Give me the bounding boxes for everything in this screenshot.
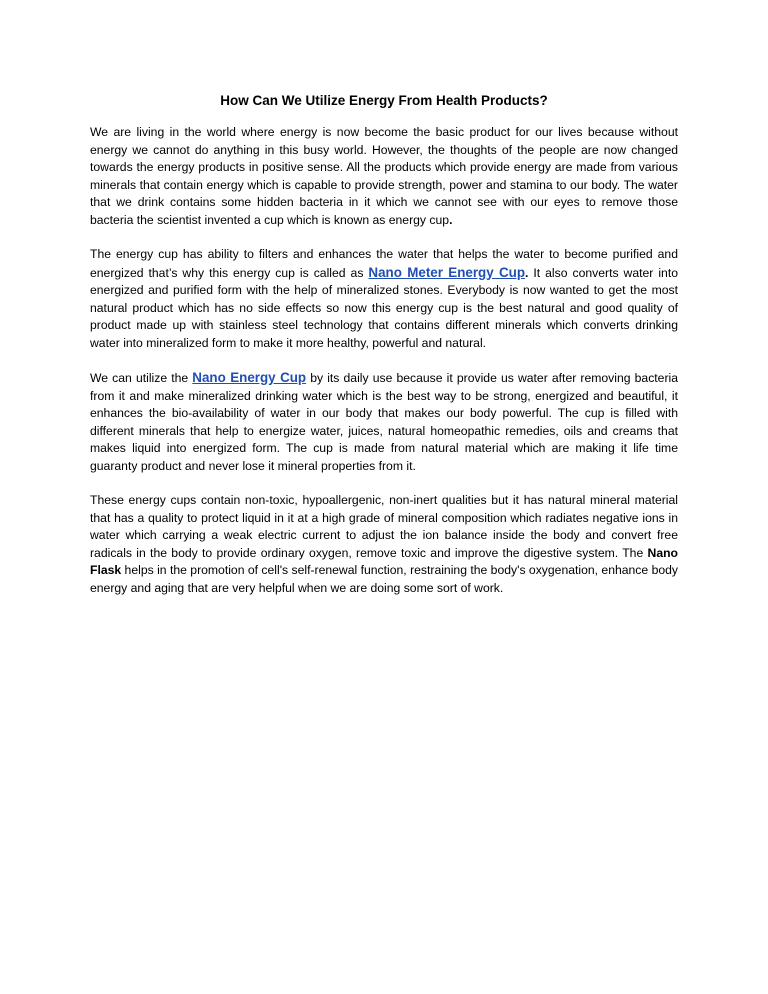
document-page <box>90 90 678 614</box>
paragraph-1-text: We are living in the world where energy is now become the basic product for our lives because without energy we cannot do anything in this busy world. However, the thoughts of the people are now changed towards the energy products in positive sense. All the products which provide energy are made from various minerals that contain energy which is capable to provide strength, power and stamina to our body. The water that we drink contains some hidden bacteria in it which we cannot see with our eyes to remove those bacteria the scientist invented a cup which is known as energy cup <box>90 125 678 227</box>
paragraph-4 <box>90 492 678 597</box>
paragraph-3-before: We can utilize the <box>90 371 193 385</box>
nano-energy-cup-link[interactable]: Nano Energy Cup <box>192 370 307 385</box>
paragraph-4-after: helps in the promotion of cell's self-renewal function, restraining the body's oxygenation, enhance body energy and aging that are very helpful when we are doing some sort of work. <box>90 563 678 595</box>
nano-meter-energy-cup-link[interactable]: Nano Meter Energy Cup <box>368 264 526 280</box>
paragraph-3-after: by its daily use because it provide us water after removing bacteria from it and make mineralized drinking water which is the best way to be strong, energized and beautiful, it enhances the bio-availability of water in our body that makes our body powerful. The cup is filled with different minerals that help to energize water, juices, natural homeopathic remedies, oils and creams that makes liquid into energized form. The cup is made from natural material which are making it life time guaranty product and never lose it mineral properties from it. <box>90 371 678 473</box>
paragraph-2-after: It also converts water into energized and purified form with the help of mineralized stones. Everybody is now wanted to get the most natural product which has no side effects so now this energy cup is the best natural and good quality of product made up with stainless steel technology that contains different minerals which converts drinking water into mineralized form to make it more healthy, powerful and natural. <box>90 265 678 350</box>
paragraph-2-link-end: . <box>525 265 529 280</box>
paragraph-4-before: These energy cups contain non-toxic, hypoallergenic, non-inert qualities but it has natural mineral material that has a quality to protect liquid in it at a high grade of mineral composition which radiates negative ions in water which carrying a weak electric current to adjust the ion balance inside the body and convert free radicals in the body to provide ordinary oxygen, remove toxic and improve the digestive system. The <box>90 493 678 560</box>
paragraph-2-before: The energy cup has ability to filters and enhances the water that helps the water to become purified and energized that’s why this energy cup is called as <box>90 247 678 280</box>
paragraph-3 <box>90 369 678 475</box>
nano-flask-term: Nano Flask <box>90 545 678 577</box>
paragraph-2 <box>90 246 678 352</box>
paragraph-1-end: . <box>449 212 453 227</box>
paragraph-1 <box>90 124 678 229</box>
document-title: How Can We Utilize Energy From Health Products? <box>220 93 548 108</box>
